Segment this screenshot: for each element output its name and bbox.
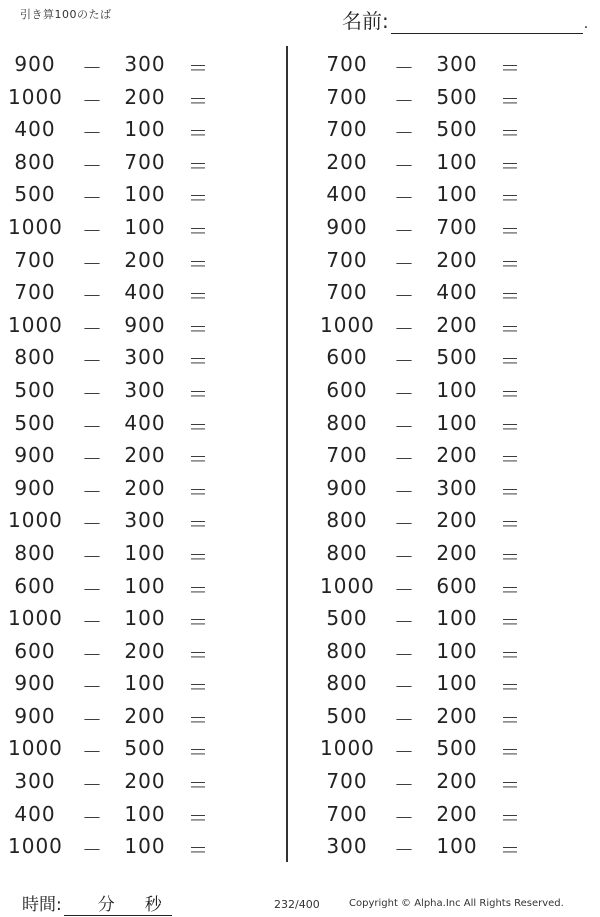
minuend: 600: [14, 573, 56, 598]
problem-row: [0, 829, 260, 862]
minus-sign: －: [394, 642, 414, 667]
equals-sign: ＝: [188, 675, 208, 700]
subtrahend: 900: [124, 312, 166, 337]
subtrahend: 600: [436, 573, 478, 598]
problem-row: [312, 177, 572, 210]
subtrahend: 100: [124, 606, 166, 631]
minuend: 900: [14, 671, 56, 696]
minus-sign: －: [82, 251, 102, 276]
equals-sign: ＝: [188, 642, 208, 667]
equals-sign: ＝: [188, 740, 208, 765]
problem-row: [312, 145, 572, 178]
minus-sign: －: [82, 740, 102, 765]
minuend: 700: [326, 247, 368, 272]
minus-sign: －: [82, 773, 102, 798]
name-trailing-dot: .: [583, 16, 589, 32]
minuend: 800: [326, 540, 368, 565]
problem-row: [0, 699, 260, 732]
equals-sign: ＝: [500, 642, 520, 667]
subtrahend: 500: [436, 736, 478, 761]
problem-row: [312, 243, 572, 276]
subtrahend: 500: [436, 117, 478, 142]
subtrahend: 200: [124, 247, 166, 272]
problem-row: [312, 308, 572, 341]
subtrahend: 700: [436, 214, 478, 239]
problem-row: [0, 275, 260, 308]
time-blank-line: [64, 895, 172, 916]
subtrahend: 100: [436, 671, 478, 696]
column-divider: [286, 46, 288, 862]
problem-row: [0, 471, 260, 504]
equals-sign: ＝: [188, 56, 208, 80]
subtrahend: 200: [436, 769, 478, 794]
equals-sign: ＝: [500, 251, 520, 276]
minus-sign: －: [82, 88, 102, 113]
equals-sign: ＝: [500, 88, 520, 113]
minus-sign: －: [394, 186, 414, 211]
minus-sign: －: [394, 349, 414, 374]
minuend: 700: [14, 247, 56, 272]
minuend: 500: [14, 410, 56, 435]
problem-row: [0, 503, 260, 536]
minus-sign: －: [82, 381, 102, 406]
problem-row: [312, 373, 572, 406]
subtrahend: 300: [124, 377, 166, 402]
minuend: 700: [326, 117, 368, 142]
page-count: 232/400: [274, 898, 320, 911]
minus-sign: －: [82, 805, 102, 830]
name-blank-line: [391, 13, 583, 34]
subtrahend: 200: [436, 443, 478, 468]
subtrahend: 100: [124, 182, 166, 207]
minuend: 1000: [8, 508, 63, 533]
subtrahend: 200: [124, 769, 166, 794]
minus-sign: －: [82, 544, 102, 569]
equals-sign: ＝: [500, 610, 520, 635]
equals-sign: ＝: [188, 544, 208, 569]
minus-sign: －: [394, 316, 414, 341]
equals-sign: ＝: [188, 349, 208, 374]
minus-sign: －: [82, 707, 102, 732]
equals-sign: ＝: [188, 773, 208, 798]
problem-row: [312, 764, 572, 797]
problem-row: [0, 569, 260, 602]
subtrahend: 100: [436, 606, 478, 631]
problem-row: [312, 536, 572, 569]
minutes-label: 分: [97, 895, 115, 915]
minus-sign: －: [394, 88, 414, 113]
minuend: 500: [326, 703, 368, 728]
minus-sign: －: [394, 218, 414, 243]
minuend: 600: [326, 345, 368, 370]
equals-sign: ＝: [188, 316, 208, 341]
problem-row: [312, 569, 572, 602]
minuend: 1000: [8, 834, 63, 859]
problem-row: [0, 145, 260, 178]
minus-sign: －: [394, 414, 414, 439]
problem-row: [0, 47, 260, 80]
minus-sign: －: [82, 153, 102, 178]
problem-row: [312, 210, 572, 243]
subtrahend: 100: [124, 540, 166, 565]
problem-row: [312, 406, 572, 439]
minuend: 500: [14, 377, 56, 402]
subtrahend: 400: [124, 280, 166, 305]
problem-row: [312, 731, 572, 764]
subtrahend: 300: [436, 52, 478, 76]
minuend: 300: [14, 769, 56, 794]
minuend: 500: [14, 182, 56, 207]
minus-sign: －: [394, 447, 414, 472]
minus-sign: －: [82, 414, 102, 439]
minus-sign: －: [394, 805, 414, 830]
minuend: 700: [326, 443, 368, 468]
subtrahend: 500: [436, 84, 478, 109]
minus-sign: －: [394, 610, 414, 635]
problem-row: [0, 797, 260, 830]
minuend: 400: [326, 182, 368, 207]
minuend: 700: [326, 52, 368, 76]
problem-row: [312, 340, 572, 373]
minuend: 800: [14, 345, 56, 370]
equals-sign: ＝: [500, 186, 520, 211]
equals-sign: ＝: [500, 512, 520, 537]
minus-sign: －: [394, 251, 414, 276]
subtrahend: 200: [436, 703, 478, 728]
name-field: [342, 5, 588, 34]
subtrahend: 100: [124, 671, 166, 696]
minus-sign: －: [394, 56, 414, 80]
problem-row: [0, 438, 260, 471]
problem-row: [0, 601, 260, 634]
minuend: 800: [14, 540, 56, 565]
equals-sign: ＝: [500, 381, 520, 406]
subtrahend: 300: [124, 52, 166, 76]
minuend: 800: [326, 508, 368, 533]
problem-row: [312, 699, 572, 732]
worksheet-title: 引き算100のたば: [20, 8, 112, 21]
minuend: 800: [14, 149, 56, 174]
seconds-label: 秒: [144, 895, 162, 915]
subtrahend: 100: [124, 214, 166, 239]
minus-sign: －: [82, 512, 102, 537]
minuend: 700: [326, 769, 368, 794]
minus-sign: －: [82, 838, 102, 863]
minus-sign: －: [394, 544, 414, 569]
minuend: 700: [326, 84, 368, 109]
subtrahend: 200: [436, 801, 478, 826]
subtrahend: 300: [124, 508, 166, 533]
problem-column-left: [0, 47, 260, 862]
minus-sign: －: [394, 707, 414, 732]
name-label: 名前:: [342, 9, 389, 33]
equals-sign: ＝: [500, 447, 520, 472]
equals-sign: ＝: [500, 284, 520, 309]
equals-sign: ＝: [500, 218, 520, 243]
equals-sign: ＝: [500, 121, 520, 146]
minus-sign: －: [394, 740, 414, 765]
minuend: 900: [14, 703, 56, 728]
equals-sign: ＝: [188, 805, 208, 830]
subtrahend: 300: [436, 475, 478, 500]
minuend: 1000: [8, 84, 63, 109]
subtrahend: 100: [436, 834, 478, 859]
minus-sign: －: [394, 838, 414, 863]
subtrahend: 100: [436, 638, 478, 663]
minuend: 600: [14, 638, 56, 663]
subtrahend: 200: [124, 638, 166, 663]
equals-sign: ＝: [500, 707, 520, 732]
problem-row: [312, 829, 572, 862]
equals-sign: ＝: [500, 56, 520, 80]
minus-sign: －: [82, 447, 102, 472]
problem-row: [312, 503, 572, 536]
problem-row: [0, 764, 260, 797]
time-field: [22, 890, 172, 916]
subtrahend: 100: [436, 377, 478, 402]
minus-sign: －: [394, 284, 414, 309]
minus-sign: －: [82, 56, 102, 80]
subtrahend: 500: [124, 736, 166, 761]
equals-sign: ＝: [500, 479, 520, 504]
minus-sign: －: [394, 121, 414, 146]
subtrahend: 100: [124, 801, 166, 826]
problem-row: [0, 666, 260, 699]
copyright-notice: Copyright © Alpha.Inc All Rights Reserved.: [349, 898, 564, 909]
minuend: 500: [326, 606, 368, 631]
problem-row: [0, 536, 260, 569]
problem-row: [312, 47, 572, 80]
minuend: 900: [326, 475, 368, 500]
minus-sign: －: [394, 153, 414, 178]
equals-sign: ＝: [500, 544, 520, 569]
minus-sign: －: [82, 186, 102, 211]
problem-row: [312, 666, 572, 699]
minus-sign: －: [82, 316, 102, 341]
minus-sign: －: [82, 121, 102, 146]
equals-sign: ＝: [188, 610, 208, 635]
minus-sign: －: [394, 479, 414, 504]
equals-sign: ＝: [188, 577, 208, 602]
equals-sign: ＝: [500, 414, 520, 439]
problem-row: [0, 177, 260, 210]
minuend: 800: [326, 410, 368, 435]
problem-row: [0, 373, 260, 406]
problem-row: [0, 308, 260, 341]
equals-sign: ＝: [188, 838, 208, 863]
equals-sign: ＝: [500, 349, 520, 374]
minuend: 1000: [8, 214, 63, 239]
equals-sign: ＝: [188, 447, 208, 472]
equals-sign: ＝: [188, 218, 208, 243]
minuend: 1000: [8, 606, 63, 631]
minuend: 400: [14, 801, 56, 826]
subtrahend: 100: [124, 834, 166, 859]
subtrahend: 100: [436, 149, 478, 174]
problem-row: [0, 406, 260, 439]
problem-row: [0, 210, 260, 243]
equals-sign: ＝: [500, 675, 520, 700]
problem-row: [312, 275, 572, 308]
problem-column-right: [312, 47, 572, 862]
minuend: 1000: [8, 736, 63, 761]
problem-row: [0, 243, 260, 276]
subtrahend: 100: [436, 410, 478, 435]
minus-sign: －: [82, 349, 102, 374]
minuend: 900: [14, 443, 56, 468]
subtrahend: 700: [124, 149, 166, 174]
equals-sign: ＝: [188, 88, 208, 113]
subtrahend: 200: [436, 247, 478, 272]
subtrahend: 100: [124, 117, 166, 142]
equals-sign: ＝: [188, 153, 208, 178]
problem-row: [0, 112, 260, 145]
minuend: 1000: [320, 736, 375, 761]
equals-sign: ＝: [500, 740, 520, 765]
minus-sign: －: [394, 381, 414, 406]
minus-sign: －: [82, 479, 102, 504]
equals-sign: ＝: [188, 479, 208, 504]
minus-sign: －: [394, 577, 414, 602]
minus-sign: －: [394, 512, 414, 537]
problem-row: [312, 601, 572, 634]
minuend: 400: [14, 117, 56, 142]
equals-sign: ＝: [188, 381, 208, 406]
minuend: 300: [326, 834, 368, 859]
equals-sign: ＝: [188, 512, 208, 537]
problem-row: [312, 438, 572, 471]
minuend: 900: [14, 475, 56, 500]
subtrahend: 200: [436, 508, 478, 533]
equals-sign: ＝: [500, 773, 520, 798]
subtrahend: 500: [436, 345, 478, 370]
equals-sign: ＝: [188, 186, 208, 211]
subtrahend: 100: [436, 182, 478, 207]
equals-sign: ＝: [188, 707, 208, 732]
minus-sign: －: [82, 218, 102, 243]
subtrahend: 200: [124, 703, 166, 728]
minus-sign: －: [82, 284, 102, 309]
minuend: 700: [326, 280, 368, 305]
equals-sign: ＝: [500, 316, 520, 341]
equals-sign: ＝: [188, 251, 208, 276]
problem-row: [312, 112, 572, 145]
equals-sign: ＝: [188, 414, 208, 439]
problem-row: [312, 797, 572, 830]
minuend: 900: [326, 214, 368, 239]
minus-sign: －: [394, 773, 414, 798]
subtrahend: 400: [124, 410, 166, 435]
problem-row: [0, 80, 260, 113]
time-label: 時間:: [22, 895, 62, 915]
subtrahend: 300: [124, 345, 166, 370]
minus-sign: －: [82, 642, 102, 667]
minuend: 800: [326, 638, 368, 663]
subtrahend: 200: [124, 84, 166, 109]
minuend: 1000: [8, 312, 63, 337]
equals-sign: ＝: [500, 577, 520, 602]
subtrahend: 400: [436, 280, 478, 305]
problem-row: [312, 634, 572, 667]
minuend: 1000: [320, 312, 375, 337]
problem-row: [0, 634, 260, 667]
minus-sign: －: [394, 675, 414, 700]
equals-sign: ＝: [500, 153, 520, 178]
problem-row: [312, 80, 572, 113]
minus-sign: －: [82, 610, 102, 635]
minus-sign: －: [82, 675, 102, 700]
subtrahend: 200: [436, 312, 478, 337]
minuend: 200: [326, 149, 368, 174]
minuend: 900: [14, 52, 56, 76]
subtrahend: 100: [124, 573, 166, 598]
equals-sign: ＝: [500, 838, 520, 863]
subtrahend: 200: [436, 540, 478, 565]
equals-sign: ＝: [188, 121, 208, 146]
equals-sign: ＝: [188, 284, 208, 309]
minuend: 800: [326, 671, 368, 696]
minuend: 700: [326, 801, 368, 826]
minus-sign: －: [82, 577, 102, 602]
minuend: 700: [14, 280, 56, 305]
subtrahend: 200: [124, 443, 166, 468]
minuend: 1000: [320, 573, 375, 598]
subtrahend: 200: [124, 475, 166, 500]
problem-row: [0, 731, 260, 764]
equals-sign: ＝: [500, 805, 520, 830]
problem-row: [0, 340, 260, 373]
minuend: 600: [326, 377, 368, 402]
problem-row: [312, 471, 572, 504]
